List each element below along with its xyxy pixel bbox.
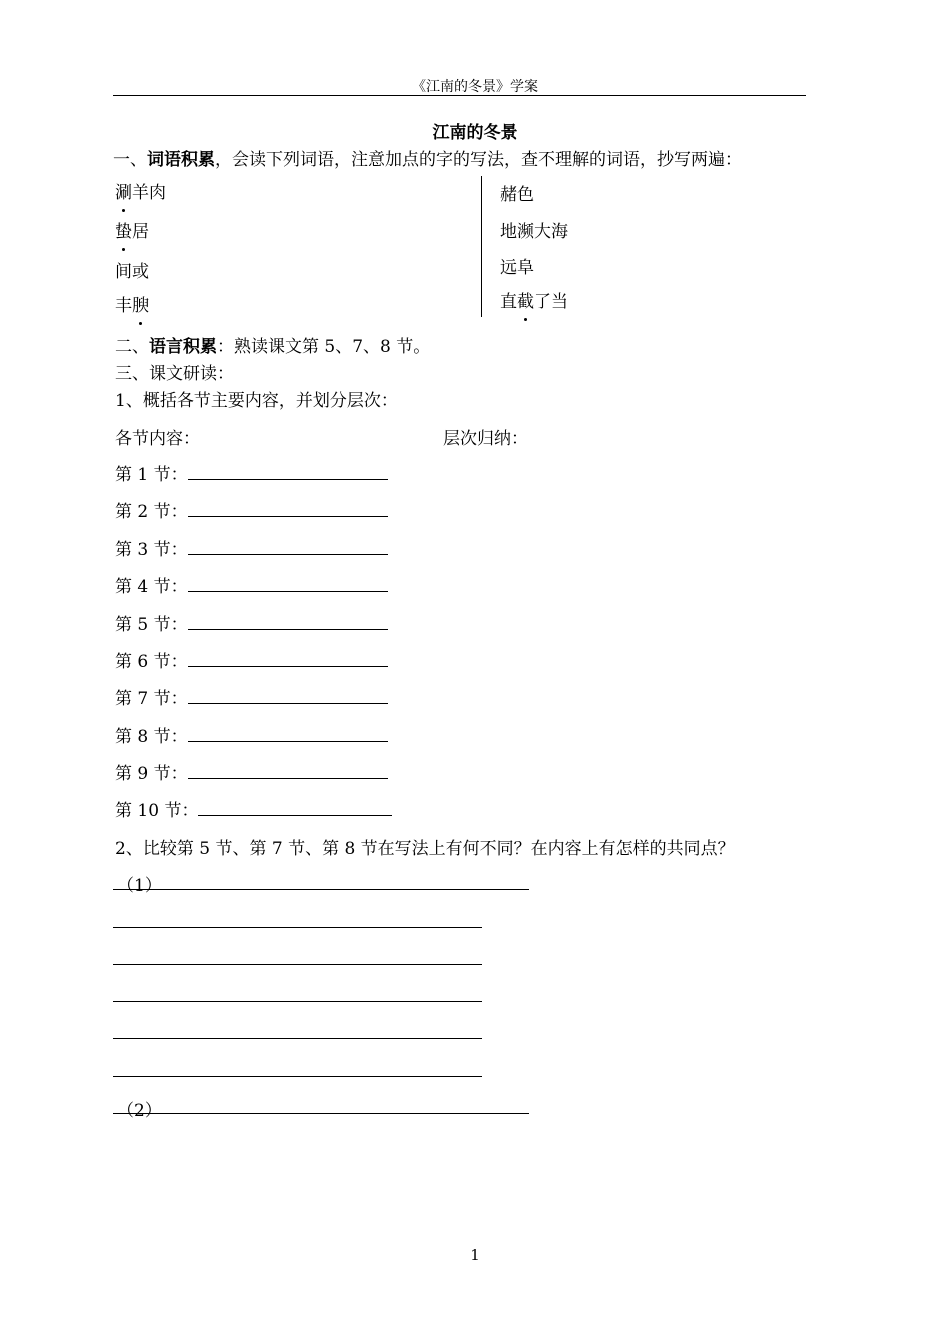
answer-blank[interactable] [188, 612, 388, 630]
answer-line[interactable] [113, 964, 482, 965]
word-item: 赭色 [500, 185, 534, 205]
section-summary-row: 第 1 节： [115, 460, 388, 485]
answer-blank[interactable] [188, 686, 388, 704]
section-2-heading: 二、语言积累：熟读课文第 5、7、8 节。 [115, 337, 431, 357]
answer-blank[interactable] [198, 798, 392, 816]
section-summary-row: 第 6 节： [115, 647, 388, 672]
answer-line[interactable] [113, 1076, 482, 1077]
word-item: 地濒大海 [500, 222, 568, 242]
word-item: 直截了当 [500, 287, 568, 312]
section-summary-row: 第 10 节： [115, 796, 392, 821]
section-1-bold: 词语积累 [147, 150, 215, 170]
dotted-char: 涮 [115, 178, 132, 203]
word-item: 间或 [115, 262, 149, 282]
question-2: 2、比较第 5 节、第 7 节、第 8 节在写法上有何不同？在内容上有怎样的共同点？ [115, 839, 735, 859]
answer-blank[interactable] [188, 537, 388, 555]
word-item: 远阜 [500, 258, 534, 278]
answer-blank[interactable] [188, 761, 388, 779]
section-summary-row: 第 5 节： [115, 610, 388, 635]
dotted-char: 蛰 [115, 217, 132, 242]
section-summary-row: 第 2 节： [115, 497, 388, 522]
column-divider [481, 176, 482, 317]
page-header: 《江南的冬景》学案 [412, 79, 538, 95]
section-summary-row: 第 9 节： [115, 759, 388, 784]
answer-line[interactable] [113, 1001, 482, 1002]
answer-blank[interactable] [188, 649, 388, 667]
dotted-char: 截 [517, 287, 534, 312]
section-summary-row: 第 8 节： [115, 722, 388, 747]
section-1-rest: ，会读下列词语，注意加点的字的写法，查不理解的词语，抄写两遍： [215, 150, 742, 170]
word-item: 丰腴 [115, 291, 149, 316]
answer-blank[interactable] [188, 499, 388, 517]
section-1-heading [113, 145, 742, 170]
part-2-label: （2） [117, 1101, 162, 1121]
header-rule [113, 95, 806, 96]
section-summary-row: 第 7 节： [115, 684, 388, 709]
answer-line[interactable] [113, 1038, 482, 1039]
column-label-content: 各节内容： [115, 429, 200, 449]
answer-blank[interactable] [188, 574, 388, 592]
section-summary-row: 第 4 节： [115, 572, 388, 597]
word-item: 涮羊肉 [115, 178, 166, 203]
dotted-char: 腴 [132, 291, 149, 316]
section-1-prefix: 一、 [113, 150, 147, 170]
answer-line[interactable] [113, 927, 482, 928]
page-number: 1 [470, 1246, 480, 1264]
section-summary-row: 第 3 节： [115, 535, 388, 560]
answer-blank[interactable] [188, 462, 388, 480]
column-label-levels: 层次归纳： [443, 429, 528, 449]
word-item: 蛰居 [115, 217, 149, 242]
answer-line[interactable] [113, 1113, 529, 1114]
answer-blank[interactable] [188, 724, 388, 742]
section-3-heading: 三、课文研读： [115, 364, 234, 384]
question-1: 1、概括各节主要内容，并划分层次： [115, 391, 398, 411]
document-title: 江南的冬景 [432, 123, 518, 143]
answer-line[interactable] [113, 889, 529, 890]
part-1-label: （1） [117, 876, 162, 896]
